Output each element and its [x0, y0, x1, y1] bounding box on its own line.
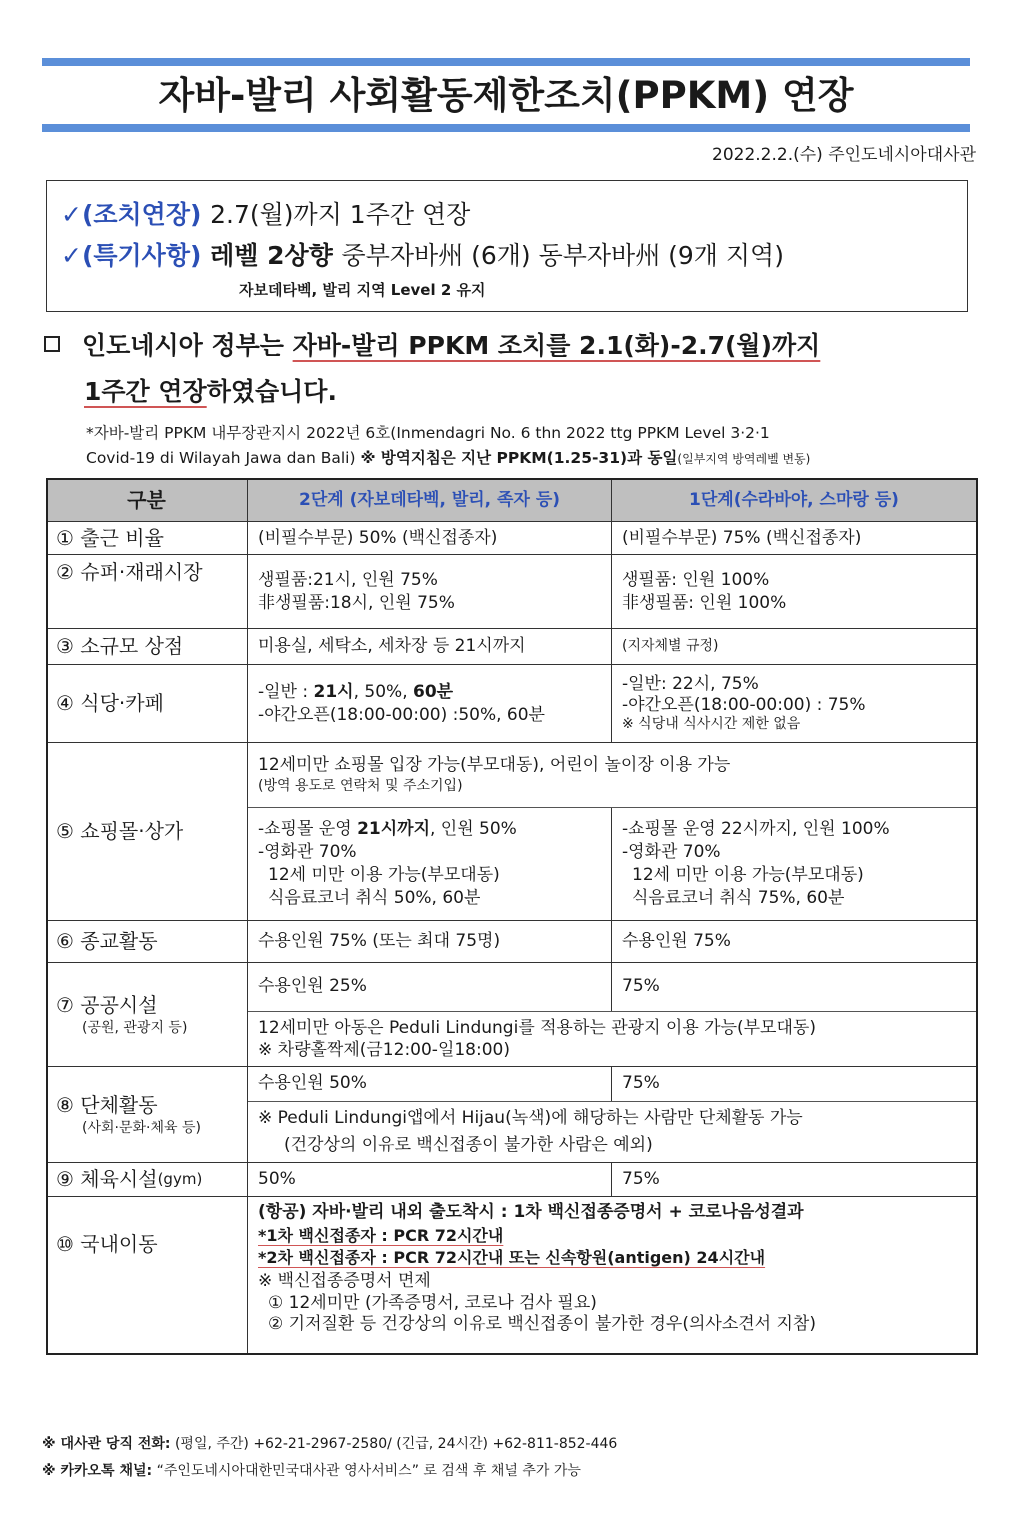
summary-text-extension: 2.7(월)까지 1주간 연장 — [210, 200, 471, 229]
row-label: ⑤ 쇼핑몰·상가 — [48, 743, 248, 920]
cell-level-2: (비필수부문) 50% (백신접종자) — [248, 522, 612, 554]
table-row — [48, 963, 976, 1067]
summary-regions: 중부자바州 (6개) 동부자바州 (9개 지역) — [341, 241, 784, 270]
row-label-main: ⑧ 단체활동 — [56, 1092, 158, 1117]
lead-part-2: 자바-발리 PPKM 조치를 2.1(화)-2.7(월)까지 — [292, 331, 821, 360]
row-label — [48, 1067, 248, 1162]
cell-level-1: 75% — [622, 1073, 660, 1094]
footer-kakao-text: “주인도네시아대한민국대사관 영사서비스” 로 검색 후 채널 추가 가능 — [156, 1463, 581, 1479]
summary-sub: 자보데타벡, 발리 지역 Level 2 유지 — [239, 281, 486, 299]
table-row — [48, 555, 976, 629]
row-label-main: ⑦ 공공시설 — [56, 992, 158, 1017]
row-label-sub: (gym) — [157, 1170, 203, 1189]
table-row — [48, 665, 976, 743]
text: , 50%, — [353, 681, 414, 702]
cell-level-1: (지자체별 규정) — [622, 638, 719, 655]
cell-line: -야간오픈(18:00-00:00) : 75% — [622, 694, 866, 715]
dateline: 2022.2.2.(수) 주인도네시아대사관 — [712, 145, 976, 165]
cell-line: 非생필품: 인원 100% — [622, 592, 787, 613]
header-level-2: 2단계 (자보데타벡, 발리, 족자 등) — [248, 480, 612, 521]
cell-line: (건강상의 이유로 백신접종이 불가한 사람은 예외) — [284, 1134, 653, 1155]
lead-part-3: 1주간 연장 — [84, 377, 207, 406]
cell-line: -쇼핑몰 운영 22시까지, 인원 100% — [622, 818, 890, 839]
cell-level-1 — [612, 555, 976, 628]
row-label: ⑩ 국내이동 — [48, 1197, 248, 1353]
cell-line: 12세 미만 이용 가능(부모대동) — [632, 864, 864, 885]
cell-line: 생필품: 인원 100% — [622, 569, 770, 590]
cell-line — [258, 681, 601, 704]
shopping-split — [248, 743, 976, 920]
summary-tag-extension: ✓(조치연장) — [61, 200, 202, 229]
cell-line: 생필품:21시, 인원 75% — [258, 569, 438, 590]
row-label: ⑥ 종교활동 — [48, 921, 248, 962]
row-label-sub: (공원, 관광지 등) — [82, 1019, 188, 1036]
cell-line: *1차 백신접종자 : PCR 72시간내 — [258, 1225, 504, 1245]
page-title: 자바-발리 사회활동제한조치(PPKM) 연장 — [158, 74, 854, 117]
cell-level-2: 수용인원 25% — [248, 963, 612, 1011]
inner-row — [248, 743, 976, 807]
cell-level-2 — [248, 665, 612, 742]
cell-line: 非생필품:18시, 인원 75% — [258, 592, 455, 613]
cell-line: -야간오픈(18:00-00:00) :50%, 60분 — [258, 704, 545, 725]
cell-level-2: 수용인원 75% (또는 최대 75명) — [248, 921, 612, 962]
cell-line — [258, 818, 601, 841]
inner-row — [248, 1067, 976, 1101]
cell-line: (방역 용도로 연락처 및 주소기입) — [258, 777, 463, 794]
footer-phone-label: ※ 대사관 당직 전화: — [42, 1436, 171, 1452]
row-label — [48, 963, 248, 1066]
row-label: ① 출근 비율 — [48, 522, 248, 554]
text-bold: 21시 — [313, 681, 354, 702]
summary-box — [46, 180, 968, 312]
table-row — [48, 629, 976, 665]
cell-level-1 — [612, 808, 976, 920]
footer-phone-text: (평일, 주간) +62-21-2967-2580/ (긴급, 24시간) +62-811-852-446 — [174, 1436, 618, 1452]
text: -쇼핑몰 운영 — [258, 818, 358, 839]
cell-line: ※ 백신접종증명서 면제 — [258, 1270, 431, 1291]
cell-level-1: (비필수부문) 75% (백신접종자) — [622, 527, 862, 548]
cell-line: ① 12세미만 (가족증명서, 코로나 검사 필요) — [268, 1293, 597, 1314]
cell-level-2 — [248, 555, 612, 628]
summary-line-special — [61, 236, 784, 272]
text-bold: 60분 — [413, 681, 454, 702]
row-label-sub: (사회·문화·체육 등) — [82, 1119, 201, 1136]
cell-line: 식음료코너 취식 75%, 60분 — [632, 887, 845, 908]
table-row — [48, 743, 976, 921]
inner-row — [248, 1011, 976, 1066]
row-label: ② 슈퍼·재래시장 — [48, 555, 248, 628]
cell-level-1: 75% — [622, 976, 660, 997]
cell-line: 12세미만 쇼핑몰 입장 가능(부모대동), 어린이 놀이장 이용 가능 — [258, 754, 731, 775]
summary-tag-special: ✓(특기사항) — [61, 241, 202, 270]
cell-line: ※ 식당내 식사시간 제한 없음 — [622, 716, 801, 732]
title-bottom-bar — [42, 124, 970, 132]
cell-span — [248, 743, 976, 807]
public-split — [248, 963, 976, 1066]
cell-level-1: 75% — [622, 1169, 660, 1190]
table-row — [48, 921, 976, 963]
cell-line: -영화관 70% — [258, 841, 357, 862]
cell-line: *2차 백신접종자 : PCR 72시간내 또는 신속항원(antigen) 24시간내 — [258, 1248, 766, 1268]
text: -일반 : — [258, 681, 314, 702]
group-split — [248, 1067, 976, 1162]
row-label-main: ⑨ 체육시설 — [56, 1167, 158, 1191]
lead-part-1: 인도네시아 정부는 — [82, 331, 284, 360]
cell-span — [248, 1102, 976, 1162]
cell-level-2: 수용인원 50% — [248, 1067, 612, 1101]
row-label: ③ 소규모 상점 — [48, 629, 248, 664]
cell-level-1 — [612, 665, 976, 742]
header-category: 구분 — [48, 480, 248, 521]
cell-span — [248, 1012, 976, 1066]
note-same-guideline: ※ 방역지침은 지난 PPKM(1.25-31)과 동일 — [360, 449, 678, 467]
inner-row — [248, 1101, 976, 1162]
cell-line: 12세미만 아동은 Peduli Lindungi를 적용하는 관광지 이용 가능(부모대동) — [258, 1017, 816, 1038]
checkbox-square-icon — [44, 336, 60, 352]
lead-line-1 — [44, 326, 820, 362]
table-row — [48, 522, 976, 555]
inner-row — [248, 963, 976, 1011]
cell-line: ※ 차량홀짝제(금12:00-일18:00) — [258, 1039, 510, 1060]
cell-level-2: 미용실, 세탁소, 세차장 등 21시까지 — [248, 629, 612, 664]
cell-level-2 — [248, 808, 612, 920]
lead-line-2 — [84, 372, 337, 408]
summary-level-up: 레벨 2상향 — [210, 241, 333, 270]
measures-table — [46, 478, 978, 1355]
table-row — [48, 1197, 976, 1353]
footer-kakao — [42, 1460, 581, 1480]
table-row — [48, 1163, 976, 1197]
text-bold: 21시까지 — [357, 818, 430, 839]
footer-kakao-label: ※ 카카오톡 채널: — [42, 1463, 153, 1479]
cell-line: 12세 미만 이용 가능(부모대동) — [268, 864, 500, 885]
cell-line: -일반: 22시, 75% — [622, 673, 759, 694]
header-level-1: 1단계(수라바야, 스마랑 등) — [689, 490, 899, 511]
text: , 인원 50% — [430, 818, 517, 839]
lead-part-4: 하였습니다. — [206, 377, 337, 406]
note-line-2 — [86, 446, 810, 468]
cell-span — [248, 1197, 976, 1353]
summary-line-extension — [61, 195, 470, 231]
row-label: ④ 식당·카페 — [48, 665, 248, 742]
row-label — [48, 1163, 248, 1196]
table-row — [48, 1067, 976, 1163]
note-level-change: (일부지역 방역레벨 변동) — [677, 452, 811, 466]
cell-line: -영화관 70% — [622, 841, 721, 862]
note-line-1: *자바-발리 PPKM 내무장관지시 2022년 6호(Inmendagri No. 6 thn 2022 ttg PPKM Level 3·2·1 — [86, 424, 770, 442]
cell-line: ※ Peduli Lindungi앱에서 Hijau(녹색)에 해당하는 사람만 단체활동 가능 — [258, 1108, 803, 1129]
cell-line: 식음료코너 취식 50%, 60분 — [268, 887, 481, 908]
inner-row — [248, 807, 976, 920]
note-decree: Covid-19 di Wilayah Jawa dan Bali) — [86, 449, 356, 467]
cell-level-2: 50% — [248, 1163, 612, 1196]
footer-phone — [42, 1433, 617, 1453]
cell-line: (항공) 자바·발리 내외 출도착시 : 1차 백신접종증명서 + 코로나음성결과 — [258, 1202, 804, 1222]
cell-level-1: 수용인원 75% — [622, 931, 731, 952]
table-header-row — [48, 480, 976, 522]
title-top-bar — [42, 58, 970, 66]
cell-line: ② 기저질환 등 건강상의 이유로 백신접종이 불가한 경우(의사소견서 지참) — [268, 1313, 816, 1334]
